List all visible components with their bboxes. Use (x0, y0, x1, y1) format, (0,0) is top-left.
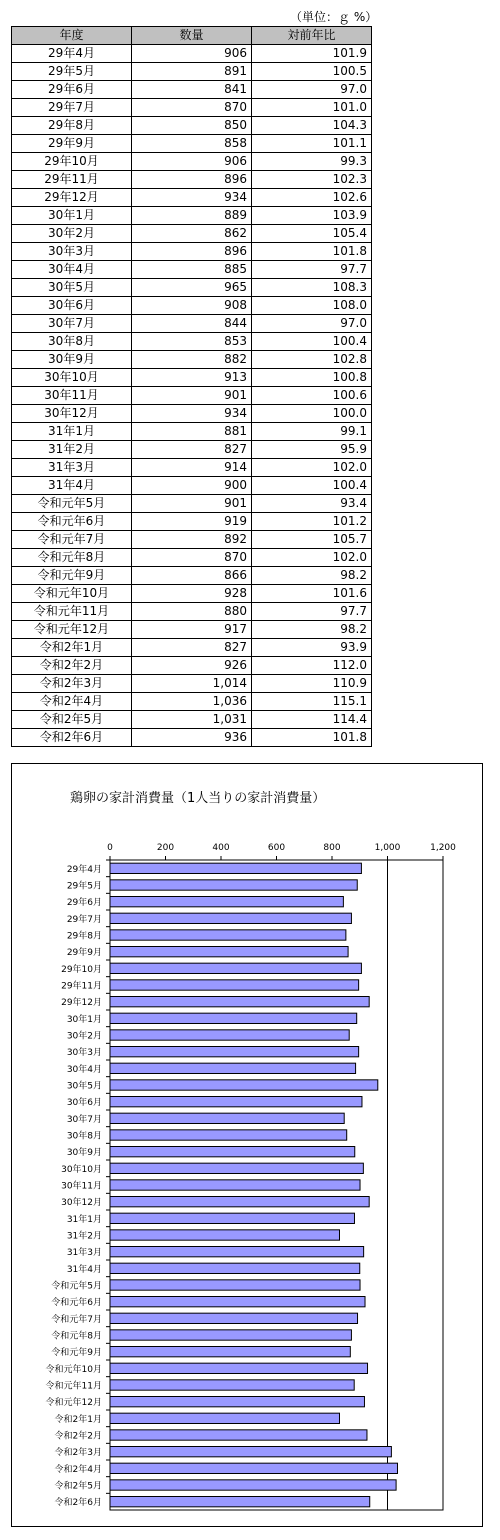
chart-title: 鶏卵の家計消費量（1人当りの家計消費量） (70, 791, 326, 806)
bar (110, 1030, 349, 1040)
header-year: 年度 (12, 27, 132, 45)
row-period: 29年4月 (12, 45, 132, 63)
bar (110, 1363, 368, 1373)
y-tick-label: 31年1月 (66, 1214, 102, 1225)
row-quantity: 913 (132, 369, 252, 387)
row-quantity: 896 (132, 243, 252, 261)
y-tick-label: 30年8月 (66, 1131, 102, 1142)
row-period: 29年8月 (12, 117, 132, 135)
bar (110, 1330, 351, 1340)
row-quantity: 1,036 (132, 693, 252, 711)
y-tick-label: 30年6月 (66, 1098, 102, 1109)
row-period: 令和元年7月 (12, 531, 132, 549)
row-period: 令和元年9月 (12, 567, 132, 585)
row-yoy: 100.4 (252, 477, 372, 495)
row-quantity: 866 (132, 567, 252, 585)
bar (110, 1347, 350, 1357)
bar (110, 880, 357, 890)
x-tick-label: 0 (107, 843, 113, 853)
bar (110, 1180, 360, 1190)
row-quantity: 906 (132, 153, 252, 171)
x-tick-label: 800 (323, 843, 341, 853)
y-tick-label: 29年7月 (66, 914, 102, 925)
row-period: 29年12月 (12, 189, 132, 207)
row-yoy: 115.1 (252, 693, 372, 711)
row-yoy: 101.6 (252, 585, 372, 603)
row-quantity: 885 (132, 261, 252, 279)
row-yoy: 99.1 (252, 423, 372, 441)
bar (110, 1380, 354, 1390)
row-quantity: 882 (132, 351, 252, 369)
bar (110, 897, 343, 907)
row-quantity: 906 (132, 45, 252, 63)
row-yoy: 100.4 (252, 333, 372, 351)
row-yoy: 108.0 (252, 297, 372, 315)
row-period: 29年11月 (12, 171, 132, 189)
row-period: 30年2月 (12, 225, 132, 243)
row-yoy: 101.0 (252, 99, 372, 117)
y-tick-label: 令和2年4月 (54, 1464, 102, 1475)
row-period: 31年3月 (12, 459, 132, 477)
row-yoy: 99.3 (252, 153, 372, 171)
row-quantity: 841 (132, 81, 252, 99)
row-yoy: 114.4 (252, 711, 372, 729)
row-period: 令和元年5月 (12, 495, 132, 513)
bar (110, 1147, 355, 1157)
bar (110, 1080, 378, 1090)
y-tick-label: 29年11月 (61, 981, 102, 992)
bar (110, 1063, 356, 1073)
bar (110, 863, 361, 873)
y-tick-label: 令和2年1月 (54, 1414, 102, 1425)
row-quantity: 914 (132, 459, 252, 477)
y-tick-label: 30年1月 (66, 1014, 102, 1025)
row-yoy: 102.8 (252, 351, 372, 369)
row-yoy: 95.9 (252, 441, 372, 459)
row-period: 29年10月 (12, 153, 132, 171)
row-period: 30年1月 (12, 207, 132, 225)
x-tick-label: 400 (212, 843, 230, 853)
row-yoy: 102.0 (252, 549, 372, 567)
row-quantity: 965 (132, 279, 252, 297)
row-quantity: 896 (132, 171, 252, 189)
row-period: 29年5月 (12, 63, 132, 81)
row-quantity: 853 (132, 333, 252, 351)
bar (110, 1313, 358, 1323)
y-tick-label: 令和2年3月 (54, 1448, 102, 1459)
row-quantity: 827 (132, 441, 252, 459)
row-period: 30年3月 (12, 243, 132, 261)
row-quantity: 917 (132, 621, 252, 639)
y-tick-label: 30年7月 (66, 1114, 102, 1125)
y-tick-label: 30年4月 (66, 1064, 102, 1075)
row-period: 令和元年10月 (12, 585, 132, 603)
row-quantity: 844 (132, 315, 252, 333)
y-tick-label: 31年4月 (66, 1264, 102, 1275)
y-tick-label: 31年2月 (66, 1231, 102, 1242)
y-tick-label: 29年8月 (66, 931, 102, 942)
row-yoy: 97.7 (252, 261, 372, 279)
bar (110, 1013, 357, 1023)
bar (110, 1113, 344, 1123)
y-tick-label: 令和元年10月 (45, 1364, 102, 1375)
row-quantity: 928 (132, 585, 252, 603)
row-yoy: 100.6 (252, 387, 372, 405)
y-tick-label: 令和元年12月 (45, 1398, 102, 1409)
row-yoy: 97.7 (252, 603, 372, 621)
bar (110, 1297, 365, 1307)
row-yoy: 93.9 (252, 639, 372, 657)
row-period: 31年2月 (12, 441, 132, 459)
row-yoy: 100.5 (252, 63, 372, 81)
row-quantity: 862 (132, 225, 252, 243)
row-period: 令和元年8月 (12, 549, 132, 567)
bar (110, 1480, 396, 1490)
row-yoy: 110.9 (252, 675, 372, 693)
row-quantity: 1,031 (132, 711, 252, 729)
row-yoy: 101.9 (252, 45, 372, 63)
row-yoy: 101.1 (252, 135, 372, 153)
row-yoy: 97.0 (252, 81, 372, 99)
row-quantity: 870 (132, 99, 252, 117)
bar (110, 1280, 360, 1290)
row-quantity: 934 (132, 405, 252, 423)
y-tick-label: 29年10月 (61, 964, 102, 975)
row-quantity: 919 (132, 513, 252, 531)
row-yoy: 93.4 (252, 495, 372, 513)
row-quantity: 850 (132, 117, 252, 135)
bar (110, 1213, 354, 1223)
row-yoy: 108.3 (252, 279, 372, 297)
row-yoy: 101.2 (252, 513, 372, 531)
y-tick-label: 令和2年5月 (54, 1481, 102, 1492)
row-yoy: 101.8 (252, 729, 372, 747)
y-tick-label: 30年11月 (61, 1181, 102, 1192)
row-yoy: 105.7 (252, 531, 372, 549)
row-yoy: 102.0 (252, 459, 372, 477)
row-period: 30年6月 (12, 297, 132, 315)
row-yoy: 101.8 (252, 243, 372, 261)
row-yoy: 97.0 (252, 315, 372, 333)
row-yoy: 105.4 (252, 225, 372, 243)
row-period: 30年9月 (12, 351, 132, 369)
row-yoy: 100.0 (252, 405, 372, 423)
bar (110, 1397, 364, 1407)
row-quantity: 880 (132, 603, 252, 621)
row-quantity: 908 (132, 297, 252, 315)
bar (110, 1130, 347, 1140)
y-tick-label: 29年9月 (66, 948, 102, 959)
row-period: 令和2年1月 (12, 639, 132, 657)
y-tick-label: 令和元年9月 (51, 1348, 102, 1359)
row-period: 令和元年12月 (12, 621, 132, 639)
row-period: 令和2年4月 (12, 693, 132, 711)
row-period: 令和2年6月 (12, 729, 132, 747)
row-quantity: 870 (132, 549, 252, 567)
row-yoy: 102.3 (252, 171, 372, 189)
row-quantity: 881 (132, 423, 252, 441)
row-quantity: 926 (132, 657, 252, 675)
y-tick-label: 29年12月 (61, 998, 102, 1009)
row-quantity: 934 (132, 189, 252, 207)
bar (110, 997, 369, 1007)
row-quantity: 900 (132, 477, 252, 495)
header-yoy: 対前年比 (252, 27, 372, 45)
row-quantity: 1,014 (132, 675, 252, 693)
bar (110, 1230, 339, 1240)
row-period: 令和元年6月 (12, 513, 132, 531)
bar (110, 1497, 370, 1507)
row-period: 30年11月 (12, 387, 132, 405)
y-tick-label: 30年12月 (61, 1198, 102, 1209)
bar (110, 1447, 391, 1457)
bar (110, 947, 348, 957)
row-period: 令和2年5月 (12, 711, 132, 729)
row-period: 31年1月 (12, 423, 132, 441)
bar (110, 1413, 339, 1423)
bar (110, 913, 351, 923)
y-tick-label: 29年4月 (66, 864, 102, 875)
row-period: 令和2年3月 (12, 675, 132, 693)
row-yoy: 103.9 (252, 207, 372, 225)
row-period: 令和2年2月 (12, 657, 132, 675)
y-tick-label: 29年6月 (66, 898, 102, 909)
bar (110, 1047, 359, 1057)
row-quantity: 901 (132, 387, 252, 405)
row-period: 30年10月 (12, 369, 132, 387)
bar (110, 1430, 367, 1440)
row-quantity: 891 (132, 63, 252, 81)
row-quantity: 889 (132, 207, 252, 225)
y-tick-label: 令和元年6月 (51, 1298, 102, 1309)
y-tick-label: 令和2年6月 (54, 1498, 102, 1509)
row-yoy: 98.2 (252, 621, 372, 639)
row-period: 30年4月 (12, 261, 132, 279)
y-tick-label: 30年9月 (66, 1148, 102, 1159)
y-tick-label: 30年5月 (66, 1081, 102, 1092)
bar (110, 1463, 397, 1473)
bar (110, 1247, 364, 1257)
bar (110, 1263, 360, 1273)
row-period: 29年7月 (12, 99, 132, 117)
y-tick-label: 令和元年5月 (51, 1281, 102, 1292)
bar (110, 980, 359, 990)
y-tick-label: 令和元年7月 (51, 1314, 102, 1325)
row-yoy: 102.6 (252, 189, 372, 207)
y-tick-label: 30年10月 (61, 1164, 102, 1175)
row-quantity: 936 (132, 729, 252, 747)
y-tick-label: 30年3月 (66, 1048, 102, 1059)
row-quantity: 892 (132, 531, 252, 549)
row-period: 30年5月 (12, 279, 132, 297)
x-tick-label: 1,200 (430, 843, 456, 853)
header-quantity: 数量 (132, 27, 252, 45)
y-tick-label: 令和元年8月 (51, 1331, 102, 1342)
row-period: 30年8月 (12, 333, 132, 351)
bar (110, 1097, 362, 1107)
row-period: 令和元年11月 (12, 603, 132, 621)
row-period: 31年4月 (12, 477, 132, 495)
y-tick-label: 29年5月 (66, 881, 102, 892)
row-quantity: 901 (132, 495, 252, 513)
x-tick-label: 200 (156, 843, 175, 853)
y-tick-label: 31年3月 (66, 1248, 102, 1259)
row-yoy: 112.0 (252, 657, 372, 675)
bar (110, 930, 346, 940)
y-tick-label: 令和2年2月 (54, 1431, 102, 1442)
row-yoy: 98.2 (252, 567, 372, 585)
bar (110, 963, 361, 973)
row-quantity: 827 (132, 639, 252, 657)
y-tick-label: 令和元年11月 (45, 1381, 102, 1392)
row-yoy: 104.3 (252, 117, 372, 135)
unit-label: （単位：ｇ %） (290, 10, 378, 24)
x-tick-label: 600 (267, 843, 286, 853)
row-period: 29年9月 (12, 135, 132, 153)
bar (110, 1163, 363, 1173)
row-period: 30年12月 (12, 405, 132, 423)
x-tick-label: 1,000 (374, 843, 401, 853)
row-quantity: 858 (132, 135, 252, 153)
row-period: 29年6月 (12, 81, 132, 99)
row-yoy: 100.8 (252, 369, 372, 387)
y-tick-label: 30年2月 (66, 1031, 102, 1042)
bar (110, 1197, 369, 1207)
row-period: 30年7月 (12, 315, 132, 333)
